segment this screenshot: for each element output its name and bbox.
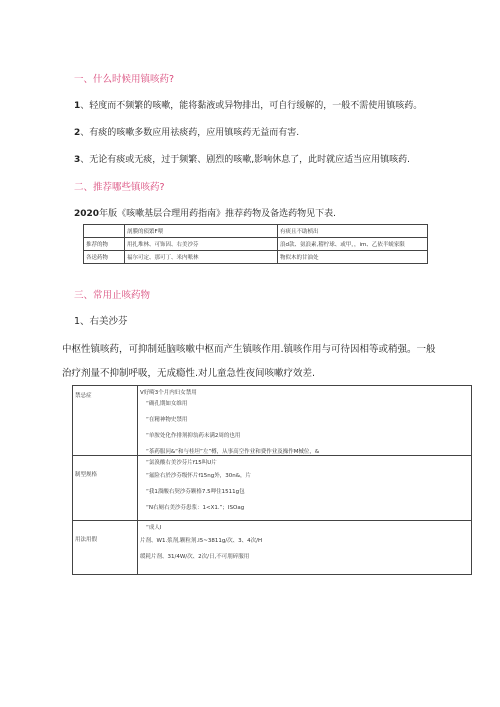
table-cell: 物似木的甘油处: [278, 251, 428, 264]
table-cell: 有痰且不助桢出: [278, 225, 428, 238]
item-number: 2: [74, 128, 81, 138]
section1-title: 一、什么时候用镇咳药?: [74, 74, 175, 85]
section2-title: 二、推荐哪些镇咳药?: [74, 182, 165, 193]
table-cell: 剖膜的侦繁F喂: [125, 225, 278, 238]
content-line: “茶药服问&“和与桂坦”左”樽，从事高空作业和费作业及操作M械位，&: [146, 449, 320, 455]
table-row: [84, 225, 428, 238]
content-line: “氟险右於沙芬级怀片f15ng外，30n&，片: [146, 473, 252, 479]
table-cell: 推荐的物: [84, 238, 125, 251]
row-content: [138, 521, 472, 575]
content-line: “成人I: [146, 525, 162, 531]
content-line: V好畸3个月内妇女禁用: [140, 390, 197, 396]
row-content: [138, 386, 472, 456]
content-line: “N右厕右美沙芬患浆：1<X1.”；ISOag: [146, 505, 245, 511]
row-label: 用法用假: [73, 521, 138, 575]
row-label: 禁忌症: [73, 386, 138, 456]
table-cell: 用扎堆林、可饰因、右美沙芬: [125, 238, 278, 251]
intro-year: 2020: [74, 209, 100, 219]
content-line: 片剂、W1.浆剂,颗粒剂.l5~3811g/次、3、4次/H: [140, 538, 263, 544]
section1-item-1: [74, 98, 422, 111]
row-lines: [140, 524, 469, 574]
section1-item-2: [74, 125, 299, 138]
intro-text: 年版《咳嗽基层合理用药指南》推荐药物及备选药物见下表.: [99, 209, 336, 219]
item-text: 、轻度而不频繁的咳嗽，能将黏液或异物排出，可自行缓解的，一般不需使用镇咳药。: [80, 101, 423, 111]
table-row: [73, 521, 472, 575]
section3-subtitle: 1、右美沙芬: [74, 316, 128, 327]
item-number: 1: [74, 101, 81, 111]
table-cell: 各送药物: [84, 251, 125, 264]
table-cell: 福尔可定、那可丁、米内哌林: [125, 251, 278, 264]
table-cell: [84, 225, 125, 238]
row-label: 制型规格: [73, 456, 138, 521]
content-line: “我1溜酸右契沙芬颗格7.5呷住1511g包: [146, 489, 245, 495]
section3-para-line1: 中枢性镇咳药，可抑制延脑咳嗽中枢而产生镇咳作用.镇咳作用与可待因相等或稍强。一般: [62, 344, 436, 355]
section2-intro: [74, 206, 336, 219]
content-line: “在精神物史禁用: [146, 417, 188, 423]
content-line: “氯溴酸右美沙芬片f15叫U片: [146, 460, 217, 466]
item-text: 、无论有痰或无痰，过于频繁、剧烈的咳嗽,影响休息了，此时就应适当应用镇咳药.: [80, 155, 410, 165]
row-lines: [140, 389, 469, 455]
dextromethorphan-table: [72, 385, 472, 575]
item-number: 3: [74, 155, 81, 165]
table-row: [73, 386, 472, 456]
table-row: [84, 238, 428, 251]
content-line: “确孔期如女维用: [146, 401, 188, 407]
table-cell: 浪d款、氨浪素,稽柠球、或甲，，im、乙依半蜕家限: [278, 238, 428, 251]
content-line: 缓耗片剂、31/4W/次、2次/日,不可朋碎服用: [140, 554, 250, 560]
section3-para-line2: 治疗剂量不抑制呼吸，无成瘾性.对儿童急性夜间咳嗽疗效差.: [62, 368, 316, 379]
row-lines: [140, 459, 469, 520]
section3-title: 三、常用止咳药物: [74, 290, 151, 301]
table-row: [73, 456, 472, 521]
content-line: “单胺处化作排剂抑翁药未满2周的也用: [146, 433, 241, 439]
recommended-drugs-table: [83, 224, 428, 264]
section1-item-3: [74, 152, 410, 165]
row-content: [138, 456, 472, 521]
item-text: 、有痰的咳嗽多数应用祛痰药，应用镇咳药无益而有害.: [80, 128, 300, 138]
table-row: [84, 251, 428, 264]
